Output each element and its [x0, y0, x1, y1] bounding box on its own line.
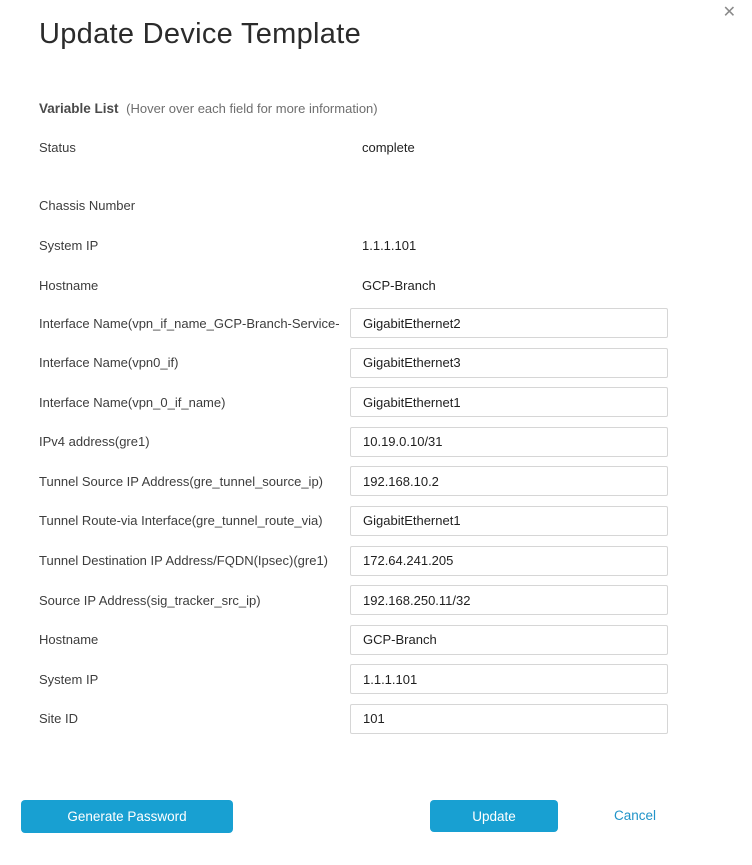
- editable-fields: [39, 308, 668, 734]
- interface-name-vpn0-if-row: [39, 348, 668, 378]
- interface-name-vpn-0-if-name-input[interactable]: [350, 387, 668, 417]
- hostname-input-row: [39, 625, 668, 655]
- tunnel-route-via-interface-input[interactable]: [350, 506, 668, 536]
- hostname-input-label: Hostname: [39, 632, 99, 648]
- interface-name-vpn0-if-label: Interface Name(vpn0_if): [39, 355, 179, 371]
- variable-list: [39, 127, 668, 744]
- variable-list-heading: Variable List: [39, 101, 119, 116]
- site-id-input[interactable]: [350, 704, 668, 734]
- ipv4-address-gre1-input[interactable]: [350, 427, 668, 457]
- interface-name-vpn0-if-input[interactable]: [350, 348, 668, 378]
- interface-name-vpn-if-name-input[interactable]: [350, 308, 668, 338]
- system-ip-input[interactable]: [350, 664, 668, 694]
- ipv4-address-gre1-row: [39, 427, 668, 457]
- source-ip-address-input[interactable]: [350, 585, 668, 615]
- tunnel-destination-ip-input[interactable]: [350, 546, 668, 576]
- system-ip-row: [39, 225, 668, 265]
- status-label: Status: [39, 139, 76, 155]
- system-ip-label: System IP: [39, 237, 99, 253]
- chassis-number-label: Chassis Number: [39, 197, 136, 213]
- ipv4-address-gre1-label: IPv4 address(gre1): [39, 434, 150, 450]
- hostname-value: GCP-Branch: [362, 277, 436, 293]
- hostname-row: [39, 265, 668, 305]
- update-button[interactable]: Update: [430, 800, 558, 832]
- site-id-label: Site ID: [39, 711, 79, 727]
- source-ip-address-label: Source IP Address(sig_tracker_src_ip): [39, 592, 261, 608]
- tunnel-destination-ip-label: Tunnel Destination IP Address/FQDN(Ipsec)(gre1): [39, 553, 329, 569]
- interface-name-vpn-if-name-label: Interface Name(vpn_if_name_GCP-Branch-Service-: [39, 315, 340, 331]
- chassis-number-row: [39, 185, 668, 225]
- tunnel-source-ip-input[interactable]: [350, 466, 668, 496]
- site-id-row: [39, 704, 668, 734]
- page-title: Update Device Template: [39, 18, 362, 50]
- generate-password-button[interactable]: Generate Password: [21, 800, 233, 833]
- interface-name-vpn-0-if-name-label: Interface Name(vpn_0_if_name): [39, 394, 226, 410]
- system-ip-input-row: [39, 664, 668, 694]
- status-value: complete: [362, 139, 415, 155]
- interface-name-vpn-0-if-name-row: [39, 387, 668, 417]
- system-ip-input-label: System IP: [39, 671, 99, 687]
- variable-list-hint: (Hover over each field for more information): [126, 101, 378, 116]
- dialog-footer: [0, 800, 752, 834]
- hostname-input[interactable]: [350, 625, 668, 655]
- tunnel-destination-ip-row: [39, 546, 668, 576]
- tunnel-source-ip-label: Tunnel Source IP Address(gre_tunnel_source_ip): [39, 473, 324, 489]
- close-icon[interactable]: ✕: [722, 4, 736, 21]
- status-row: [39, 127, 668, 167]
- tunnel-source-ip-row: [39, 466, 668, 496]
- interface-name-vpn-if-name-row: [39, 308, 668, 338]
- source-ip-address-row: [39, 585, 668, 615]
- system-ip-value: 1.1.1.101: [362, 237, 417, 253]
- tunnel-route-via-interface-label: Tunnel Route-via Interface(gre_tunnel_route_via): [39, 513, 323, 529]
- variable-list-header: [39, 101, 378, 116]
- hostname-label: Hostname: [39, 277, 99, 293]
- cancel-button[interactable]: Cancel: [614, 808, 657, 823]
- tunnel-route-via-interface-row: [39, 506, 668, 536]
